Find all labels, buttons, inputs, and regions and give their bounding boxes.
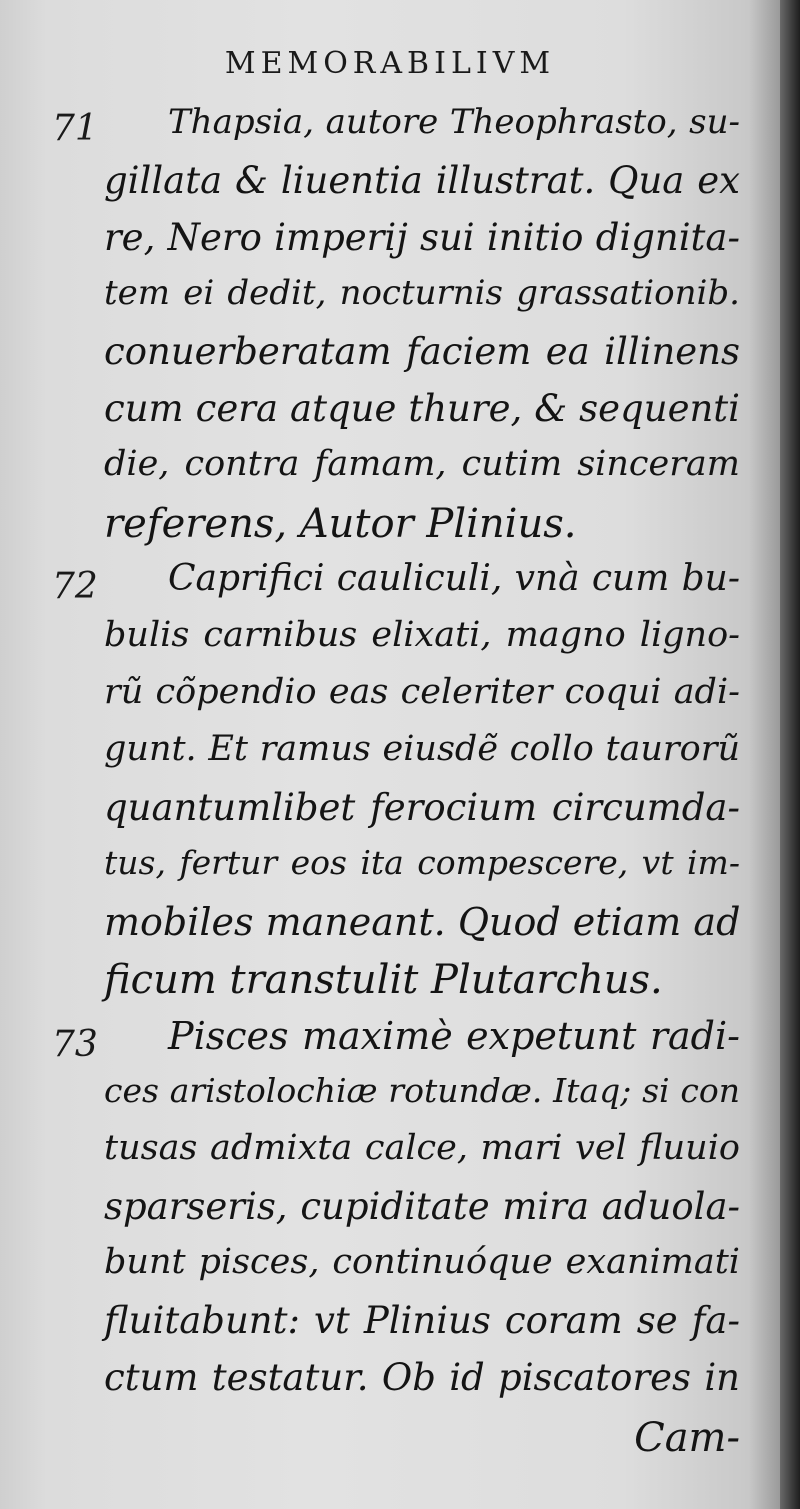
text-line: Caprifici cauliculi, vnà cum bu- bbox=[168, 558, 740, 599]
text-line: bulis carnibus elixati, magno ligno- bbox=[104, 615, 740, 655]
entry-number: 71 bbox=[52, 108, 98, 149]
text-line: gunt. Et ramus eiusdẽ collo taurorũ bbox=[104, 729, 740, 769]
text-line: tus, fertur eos ita compescere, vt im- bbox=[104, 843, 740, 882]
running-header: MEMORABILIVM bbox=[224, 46, 556, 81]
text-line: rũ cõpendio eas celeriter coqui adi- bbox=[104, 672, 740, 712]
text-line: tusas admixta calce, mari vel fluuio bbox=[104, 1128, 740, 1168]
text-line: gillata & liuentia illustrat. Qua ex bbox=[104, 159, 740, 202]
text-line: re, Nero imperij sui initio dignita- bbox=[104, 216, 740, 259]
text-line: Thapsia, autore Theophrasto, su- bbox=[168, 102, 740, 142]
text-line: fluitabunt: vt Plinius coram se fa- bbox=[104, 1299, 740, 1342]
text-line: ficum transtulit Plutarchus. bbox=[104, 957, 663, 1003]
text-line: quantumlibet ferocium circumda- bbox=[104, 786, 740, 829]
page-edge bbox=[780, 0, 800, 1509]
text-line: tem ei dedit, nocturnis grassationib. bbox=[104, 273, 740, 313]
catchword: Cam- bbox=[634, 1415, 740, 1461]
text-line: die, contra famam, cutim sinceram bbox=[104, 444, 740, 484]
text-line: sparseris, cupiditate mira aduola- bbox=[104, 1185, 740, 1228]
text-line: conuerberatam faciem ea illinens bbox=[104, 330, 740, 373]
text-line: bunt pisces, continuóque exanimati bbox=[104, 1242, 740, 1282]
text-line: mobiles maneant. Quod etiam ad bbox=[104, 900, 741, 944]
text-line: ces aristolochiæ rotundæ. Itaq; si con bbox=[104, 1071, 740, 1110]
text-line: referens, Autor Plinius. bbox=[104, 501, 577, 547]
text-line: cum cera atque thure, & sequenti bbox=[104, 387, 740, 430]
entry-number: 73 bbox=[52, 1024, 98, 1065]
text-line: ctum testatur. Ob id piscatores in bbox=[104, 1356, 740, 1399]
text-line: Pisces maximè expetunt radi- bbox=[168, 1014, 740, 1058]
entry-number: 72 bbox=[52, 566, 98, 607]
